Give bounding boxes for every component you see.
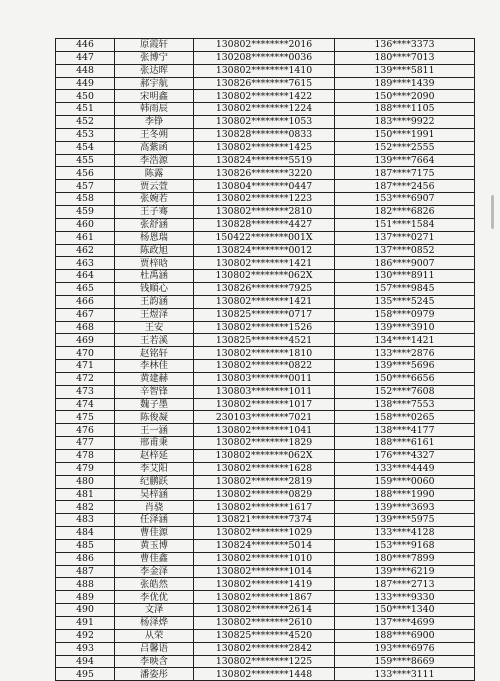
name-cell: 李金泽 [115,565,194,578]
id-number-cell: 130802********1448 [194,668,335,681]
table-row [56,231,475,244]
id-number-cell: 130802********2016 [194,39,335,52]
id-number-cell: 130802********1425 [194,141,335,154]
table-row [56,257,475,270]
name-cell: 邢甫秉 [115,437,194,450]
phone-cell: 133****4128 [335,527,475,540]
name-cell: 黄建赫 [115,372,194,385]
row-number-cell: 464 [56,270,115,283]
id-number-cell: 230103********7021 [194,411,335,424]
phone-cell: 139****3693 [335,501,475,514]
phone-cell: 158****0979 [335,308,475,321]
row-number-cell: 487 [56,565,115,578]
phone-cell: 188****1105 [335,103,475,116]
table-row [56,398,475,411]
phone-cell: 159****8669 [335,655,475,668]
phone-cell: 150****2090 [335,90,475,103]
roster-table [55,38,475,681]
id-number-cell: 130802********1628 [194,462,335,475]
table-row [56,321,475,334]
id-number-cell: 130824********5014 [194,539,335,552]
id-number-cell: 130824********0012 [194,244,335,257]
row-number-cell: 457 [56,180,115,193]
row-number-cell: 450 [56,90,115,103]
phone-cell: 188****1990 [335,488,475,501]
row-number-cell: 490 [56,604,115,617]
phone-cell: 187****2456 [335,180,475,193]
row-number-cell: 473 [56,385,115,398]
name-cell: 贾云萱 [115,180,194,193]
table-row [56,283,475,296]
row-number-cell: 491 [56,616,115,629]
name-cell: 黄玉博 [115,539,194,552]
phone-cell: 180****7013 [335,51,475,64]
row-number-cell: 468 [56,321,115,334]
id-number-cell: 130802********1526 [194,321,335,334]
name-cell: 高紫函 [115,141,194,154]
phone-cell: 137****0852 [335,244,475,257]
name-cell: 纪鹏跃 [115,475,194,488]
table-row [56,90,475,103]
phone-cell: 188****6161 [335,437,475,450]
name-cell: 曹佳源 [115,527,194,540]
row-number-cell: 455 [56,154,115,167]
phone-cell: 139****5696 [335,360,475,373]
id-number-cell: 130828********4427 [194,218,335,231]
table-row [56,591,475,604]
table-row [56,39,475,52]
id-number-cell: 130821********7374 [194,514,335,527]
row-number-cell: 495 [56,668,115,681]
row-number-cell: 482 [56,501,115,514]
row-number-cell: 449 [56,77,115,90]
table-row [56,411,475,424]
name-cell: 曹佳鑫 [115,552,194,565]
table-row [56,154,475,167]
table-row [56,437,475,450]
name-cell: 赵铭轩 [115,347,194,360]
id-number-cell: 130208********0036 [194,51,335,64]
phone-cell: 150****6656 [335,372,475,385]
table-row [56,116,475,129]
id-number-cell: 130802********1829 [194,437,335,450]
phone-cell: 150****1991 [335,128,475,141]
table-row [56,424,475,437]
row-number-cell: 478 [56,450,115,463]
phone-cell: 137****0271 [335,231,475,244]
phone-cell: 139****5975 [335,514,475,527]
id-number-cell: 130802********2819 [194,475,335,488]
row-number-cell: 448 [56,64,115,77]
table-row [56,347,475,360]
id-number-cell: 130825********0717 [194,308,335,321]
phone-cell: 133****9330 [335,591,475,604]
row-number-cell: 476 [56,424,115,437]
id-number-cell: 130826********7925 [194,283,335,296]
name-cell: 王若溪 [115,334,194,347]
table-row [56,565,475,578]
phone-cell: 130****8911 [335,270,475,283]
row-number-cell: 475 [56,411,115,424]
id-number-cell: 130802********1224 [194,103,335,116]
row-number-cell: 452 [56,116,115,129]
name-cell: 吕馨语 [115,642,194,655]
name-cell: 李林佳 [115,360,194,373]
table-row [56,578,475,591]
row-number-cell: 447 [56,51,115,64]
name-cell: 杨泽烨 [115,616,194,629]
phone-cell: 138****7553 [335,398,475,411]
row-number-cell: 459 [56,205,115,218]
id-number-cell: 130802********1041 [194,424,335,437]
phone-cell: 139****5811 [335,64,475,77]
id-number-cell: 130802********1029 [194,527,335,540]
name-cell: 张婉若 [115,193,194,206]
phone-cell: 183****9922 [335,116,475,129]
name-cell: 文泽 [115,604,194,617]
phone-cell: 187****7175 [335,167,475,180]
row-number-cell: 479 [56,462,115,475]
row-number-cell: 461 [56,231,115,244]
row-number-cell: 481 [56,488,115,501]
roster-table-body [56,39,475,681]
id-number-cell: 130802********1419 [194,578,335,591]
phone-cell: 193****6976 [335,642,475,655]
name-cell: 张博宁 [115,51,194,64]
phone-cell: 152****7608 [335,385,475,398]
name-cell: 原霞轩 [115,39,194,52]
phone-cell: 153****6907 [335,193,475,206]
name-cell: 辛智锋 [115,385,194,398]
row-number-cell: 469 [56,334,115,347]
id-number-cell: 130802********1225 [194,655,335,668]
phone-cell: 176****4327 [335,450,475,463]
id-number-cell: 130802********1014 [194,565,335,578]
phone-cell: 158****0265 [335,411,475,424]
row-number-cell: 466 [56,295,115,308]
id-number-cell: 130802********1867 [194,591,335,604]
name-cell: 陈俊凝 [115,411,194,424]
vertical-scrollbar-thumb[interactable] [491,195,494,229]
phone-cell: 133****2876 [335,347,475,360]
table-row [56,501,475,514]
table-row [56,475,475,488]
table-row [56,527,475,540]
phone-cell: 139****6219 [335,565,475,578]
id-number-cell: 130802********062X [194,270,335,283]
row-number-cell: 494 [56,655,115,668]
name-cell: 王煜泽 [115,308,194,321]
id-number-cell: 150422********001X [194,231,335,244]
row-number-cell: 446 [56,39,115,52]
id-number-cell: 130802********1421 [194,295,335,308]
row-number-cell: 454 [56,141,115,154]
table-row [56,270,475,283]
phone-cell: 133****4449 [335,462,475,475]
row-number-cell: 463 [56,257,115,270]
phone-cell: 188****6900 [335,629,475,642]
id-number-cell: 130828********0833 [194,128,335,141]
name-cell: 李优优 [115,591,194,604]
name-cell: 陈政旭 [115,244,194,257]
table-row [56,77,475,90]
phone-cell: 136****3373 [335,39,475,52]
phone-cell: 152****2555 [335,141,475,154]
name-cell: 任泽涵 [115,514,194,527]
row-number-cell: 480 [56,475,115,488]
name-cell: 李艾阳 [115,462,194,475]
name-cell: 李铮 [115,116,194,129]
name-cell: 李浩源 [115,154,194,167]
id-number-cell: 130802********062X [194,450,335,463]
table-row [56,360,475,373]
name-cell: 王一涵 [115,424,194,437]
phone-cell: 135****5245 [335,295,475,308]
row-number-cell: 470 [56,347,115,360]
phone-cell: 150****1340 [335,604,475,617]
name-cell: 张皓然 [115,578,194,591]
row-number-cell: 451 [56,103,115,116]
name-cell: 贾梓晗 [115,257,194,270]
phone-cell: 153****9168 [335,539,475,552]
name-cell: 韩雨辰 [115,103,194,116]
table-row [56,385,475,398]
table-row [56,372,475,385]
row-number-cell: 489 [56,591,115,604]
table-row [56,64,475,77]
table-row [56,655,475,668]
row-number-cell: 484 [56,527,115,540]
id-number-cell: 130802********0829 [194,488,335,501]
row-number-cell: 458 [56,193,115,206]
row-number-cell: 453 [56,128,115,141]
name-cell: 魏子墨 [115,398,194,411]
phone-cell: 134****1421 [335,334,475,347]
row-number-cell: 462 [56,244,115,257]
id-number-cell: 130802********1010 [194,552,335,565]
row-number-cell: 488 [56,578,115,591]
phone-cell: 159****0060 [335,475,475,488]
phone-cell: 137****4699 [335,616,475,629]
id-number-cell: 130803********1011 [194,385,335,398]
table-row [56,604,475,617]
row-number-cell: 471 [56,360,115,373]
table-row [56,488,475,501]
id-number-cell: 130804********0447 [194,180,335,193]
phone-cell: 186****9007 [335,257,475,270]
table-row [56,552,475,565]
id-number-cell: 130802********0822 [194,360,335,373]
table-row [56,167,475,180]
row-number-cell: 467 [56,308,115,321]
table-row [56,642,475,655]
id-number-cell: 130802********2614 [194,604,335,617]
table-row [56,218,475,231]
id-number-cell: 130824********5519 [194,154,335,167]
table-row [56,180,475,193]
table-row [56,244,475,257]
id-number-cell: 130803********0011 [194,372,335,385]
name-cell: 王冬朔 [115,128,194,141]
phone-cell: 151****1584 [335,218,475,231]
phone-cell: 187****2713 [335,578,475,591]
id-number-cell: 130825********4521 [194,334,335,347]
table-row [56,616,475,629]
name-cell: 郝宇航 [115,77,194,90]
phone-cell: 182****6826 [335,205,475,218]
id-number-cell: 130825********4520 [194,629,335,642]
name-cell: 杜禹涵 [115,270,194,283]
id-number-cell: 130802********1017 [194,398,335,411]
row-number-cell: 460 [56,218,115,231]
table-row [56,514,475,527]
row-number-cell: 492 [56,629,115,642]
row-number-cell: 474 [56,398,115,411]
name-cell: 赵梓延 [115,450,194,463]
name-cell: 王子骞 [115,205,194,218]
name-cell: 吴梓涵 [115,488,194,501]
row-number-cell: 477 [56,437,115,450]
id-number-cell: 130802********1422 [194,90,335,103]
name-cell: 王安 [115,321,194,334]
name-cell: 王韵涵 [115,295,194,308]
table-row [56,450,475,463]
phone-cell: 157****9845 [335,283,475,296]
table-row [56,334,475,347]
name-cell: 钱順心 [115,283,194,296]
table-row [56,462,475,475]
id-number-cell: 130802********1421 [194,257,335,270]
phone-cell: 180****7899 [335,552,475,565]
id-number-cell: 130802********1810 [194,347,335,360]
row-number-cell: 493 [56,642,115,655]
name-cell: 潘姿彤 [115,668,194,681]
id-number-cell: 130802********2842 [194,642,335,655]
phone-cell: 189****1439 [335,77,475,90]
table-row [56,128,475,141]
name-cell: 肖骁 [115,501,194,514]
id-number-cell: 130802********1617 [194,501,335,514]
id-number-cell: 130802********2810 [194,205,335,218]
id-number-cell: 130802********1410 [194,64,335,77]
row-number-cell: 456 [56,167,115,180]
name-cell: 宋明鑫 [115,90,194,103]
phone-cell: 133****3111 [335,668,475,681]
id-number-cell: 130802********1053 [194,116,335,129]
name-cell: 陈露 [115,167,194,180]
phone-cell: 139****7664 [335,154,475,167]
row-number-cell: 465 [56,283,115,296]
name-cell: 张舒涵 [115,218,194,231]
row-number-cell: 472 [56,372,115,385]
row-number-cell: 485 [56,539,115,552]
name-cell: 李映含 [115,655,194,668]
name-cell: 杨恩瑞 [115,231,194,244]
table-row [56,308,475,321]
table-row [56,668,475,681]
row-number-cell: 486 [56,552,115,565]
row-number-cell: 483 [56,514,115,527]
table-row [56,629,475,642]
table-row [56,141,475,154]
phone-cell: 138****4177 [335,424,475,437]
table-row [56,193,475,206]
table-row [56,539,475,552]
id-number-cell: 130826********3220 [194,167,335,180]
table-row [56,295,475,308]
name-cell: 张达晖 [115,64,194,77]
phone-cell: 139****3910 [335,321,475,334]
name-cell: 从荣 [115,629,194,642]
id-number-cell: 130802********1223 [194,193,335,206]
table-row [56,51,475,64]
table-row [56,103,475,116]
id-number-cell: 130802********2610 [194,616,335,629]
table-row [56,205,475,218]
id-number-cell: 130826********7615 [194,77,335,90]
